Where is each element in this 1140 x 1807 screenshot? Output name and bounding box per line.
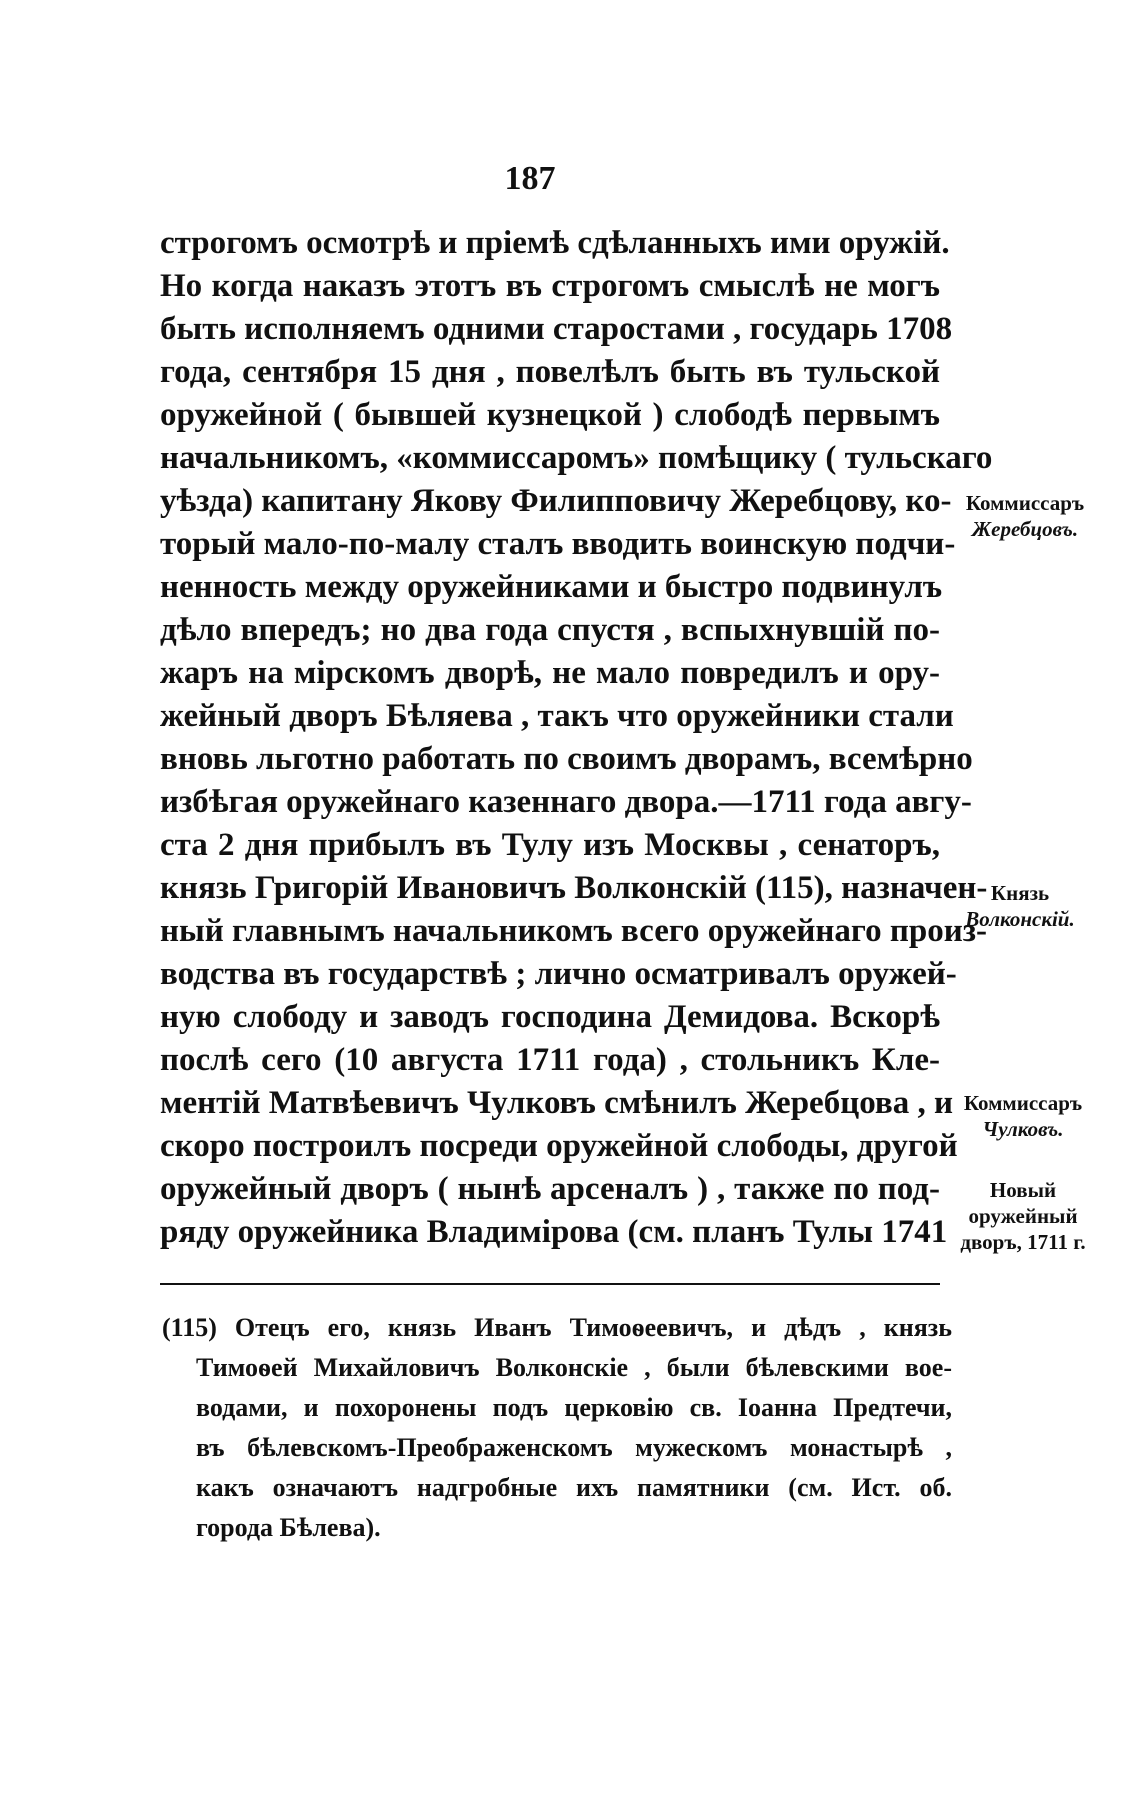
text-line: избѣгая оружейнаго казеннаго двора.—1711 года авгу- [160, 784, 972, 820]
text-line: князь Григорій Ивановичъ Волконскій (115), назначен- [160, 870, 988, 906]
text-line: дѣло впередъ; но два года спустя , вспыхнувшій по- [160, 612, 940, 648]
text-line: торый мало-по-малу сталъ вводить воинскую подчи- [160, 526, 956, 562]
footnote-line: (115) Отецъ его, князь Иванъ Тимоѳеевичъ, и дѣдъ , князь [162, 1313, 952, 1342]
margin-note-title: Князь [990, 881, 1050, 905]
footnote [162, 1308, 952, 1548]
text-line: ный главнымъ начальникомъ всего оружейнаго произ- [160, 913, 987, 949]
footnote-line: въ бѣлевскомъ-Преображенскомъ мужескомъ монастырѣ , [196, 1433, 952, 1462]
margin-note-name: Чулковъ. [982, 1117, 1064, 1141]
margin-note-name: Волконскій. [965, 907, 1075, 931]
text-line: оружейной ( бывшей кузнецкой ) слободѣ первымъ [160, 397, 940, 433]
text-line: жейный дворъ Бѣляева , такъ что оружейники стали [160, 698, 954, 734]
margin-note-commissar-zherebtsov [950, 490, 1100, 542]
margin-note-name: Жеребцовъ. [971, 517, 1079, 541]
text-line: ряду оружейника Владимірова (см. планъ Тулы 1741 [160, 1214, 948, 1250]
text-line: Но когда наказъ этотъ въ строгомъ смыслѣ не могъ [160, 268, 940, 304]
footnote-divider [160, 1283, 940, 1285]
footnote-line: какъ означаютъ надгробные ихъ памятники (см. Ист. об. [196, 1473, 952, 1502]
margin-note-prince-volkonsky [945, 880, 1095, 932]
margin-note-line: дворъ, 1711 г. [960, 1230, 1086, 1254]
footnote-line: водами, и похоронены подъ церковію св. Іоанна Предтечи, [196, 1393, 952, 1422]
text-line: ста 2 дня прибылъ въ Тулу изъ Москвы , сенаторъ, [160, 827, 940, 863]
margin-note-line: Новый [989, 1178, 1057, 1202]
margin-note-line: оружейный [968, 1204, 1078, 1228]
main-text [160, 222, 993, 1254]
text-line: года, сентября 15 дня , повелѣлъ быть въ тульской [160, 354, 940, 390]
text-line: ментій Матвѣевичъ Чулковъ смѣнилъ Жеребцова , и [160, 1085, 953, 1121]
text-line: начальникомъ, «коммиссаромъ» помѣщику ( тульскаго [160, 440, 993, 476]
text-line: водства въ государствѣ ; лично осматривалъ оружей- [160, 956, 957, 992]
margin-note-title: Коммиссаръ [965, 491, 1085, 515]
text-line: оружейный дворъ ( нынѣ арсеналъ ) , также по под- [160, 1171, 940, 1207]
margin-note-commissar-chulkov [948, 1090, 1098, 1142]
text-line: вновь льготно работать по своимъ дворамъ, всемѣрно [160, 741, 973, 777]
text-line: быть исполняемъ одними старостами , государь 1708 [160, 311, 953, 347]
text-line: жаръ на мірскомъ дворѣ, не мало повредилъ и ору- [160, 655, 940, 691]
footnote-line: города Бѣлева). [196, 1513, 381, 1542]
text-line: ную слободу и заводъ господина Демидова. Вскорѣ [160, 999, 940, 1035]
text-line: строгомъ осмотрѣ и пріемѣ сдѣланныхъ ими оружій. [160, 225, 950, 261]
margin-note-new-armory [948, 1177, 1098, 1255]
page-number: 187 [504, 160, 556, 197]
text-line: ненность между оружейниками и быстро подвинулъ [160, 569, 943, 605]
text-line: уѣзда) капитану Якову Филипповичу Жеребцову, ко- [160, 483, 952, 519]
footnote-line: Тимоѳей Михайловичъ Волконскіе , были бѣлевскими вое- [196, 1353, 952, 1382]
text-line: скоро построилъ посреди оружейной слободы, другой [160, 1128, 958, 1164]
margin-note-title: Коммиссаръ [963, 1091, 1083, 1115]
text-line: послѣ сего (10 августа 1711 года) , стольникъ Кле- [160, 1042, 940, 1078]
